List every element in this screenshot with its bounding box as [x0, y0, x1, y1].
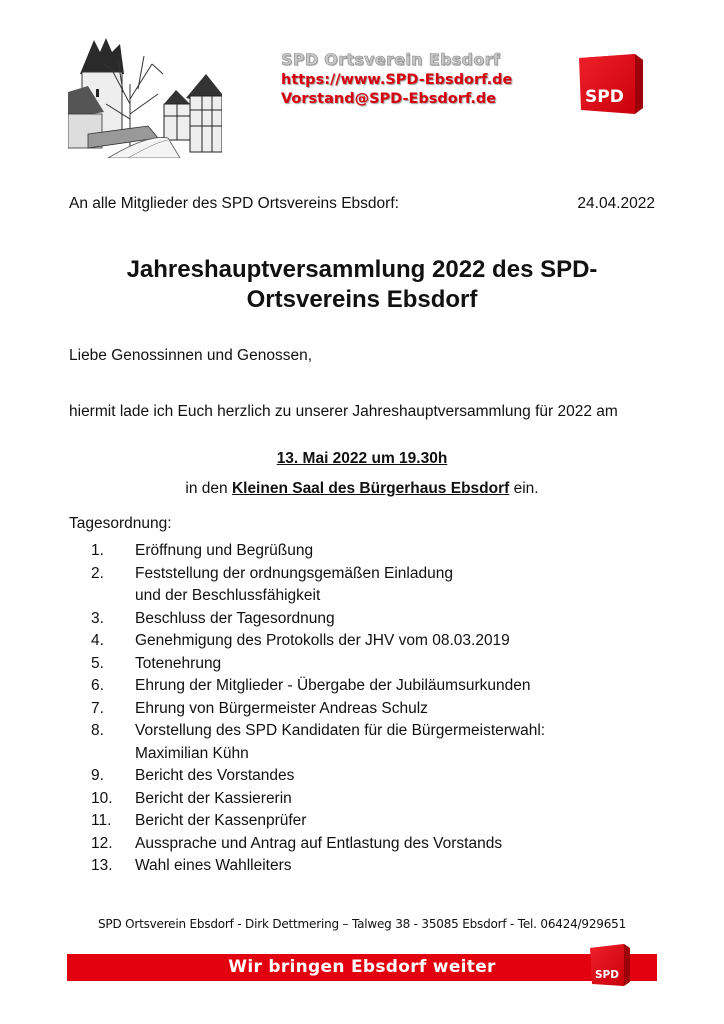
agenda-item-number: 13. — [91, 857, 113, 874]
agenda-item — [91, 608, 691, 631]
agenda-item-number: 8. — [91, 722, 104, 739]
title-line-1: Jahreshauptversammlung 2022 des SPD- — [126, 256, 598, 283]
agenda-item-text: Eröffnung und Begrüßung — [135, 542, 314, 559]
agenda-item — [91, 765, 691, 788]
agenda-item — [91, 698, 691, 721]
agenda-item-text: Bericht des Vorstandes — [135, 767, 295, 784]
org-name-heading: SPD Ortsverein Ebsdorf — [281, 50, 501, 69]
addressee-line: An alle Mitglieder des SPD Ortsvereins Ebsdorf: — [69, 195, 399, 212]
agenda-item-text: Maximilian Kühn — [135, 744, 249, 762]
agenda-heading: Tagesordnung: — [69, 515, 172, 532]
agenda-item-number — [91, 743, 135, 766]
agenda-item — [91, 653, 691, 676]
agenda-item-text: Wahl eines Wahlleiters — [135, 857, 292, 874]
spd-footer-logo-icon — [588, 942, 632, 988]
agenda-item-text: Beschluss der Tagesordnung — [135, 609, 335, 627]
agenda-item-text: Totenehrung — [135, 654, 222, 672]
agenda-item-text: Bericht der Kassiererin — [135, 789, 292, 807]
agenda-item-number: 11. — [91, 812, 112, 829]
spd-logo-text: SPD — [585, 87, 624, 107]
agenda-item — [91, 743, 691, 766]
agenda-item — [91, 855, 691, 878]
spd-footer-logo-text: SPD — [595, 969, 619, 981]
venue-line — [0, 480, 724, 498]
agenda-item-text: Genehmigung des Protokolls der JHV vom 08.03.2019 — [135, 632, 510, 649]
agenda-item — [91, 720, 691, 743]
agenda-item-text: Bericht der Kassenprüfer — [135, 812, 307, 829]
village-church-sketch-image — [68, 34, 222, 158]
agenda-item-number: 6. — [91, 677, 104, 694]
document-title — [0, 255, 724, 315]
agenda-item-number: 5. — [91, 654, 104, 672]
agenda-item — [91, 585, 691, 608]
meeting-datetime: 13. Mai 2022 um 19.30h — [276, 450, 448, 467]
title-line-2: Ortsvereins Ebsdorf — [246, 286, 478, 313]
agenda-item — [91, 788, 691, 811]
letter-date: 24.04.2022 — [577, 195, 655, 212]
agenda-item — [91, 810, 691, 833]
agenda-item-text: Ehrung von Bürgermeister Andreas Schulz — [135, 699, 428, 717]
venue-prefix: in den — [185, 480, 228, 497]
agenda-item-number: 9. — [91, 767, 104, 784]
footer-contact: SPD Ortsverein Ebsdorf - Dirk Dettmering – Talweg 38 - 35085 Ebsdorf - Tel. 06424/929651 — [97, 917, 627, 931]
agenda-list — [91, 540, 691, 878]
salutation: Liebe Genossinnen und Genossen, — [69, 347, 313, 364]
agenda-item-number: 1. — [91, 542, 104, 559]
venue-suffix: ein. — [513, 480, 539, 497]
agenda-item-number: 10. — [91, 789, 113, 807]
agenda-item — [91, 563, 691, 586]
agenda-item-number: 4. — [91, 632, 104, 649]
agenda-item-text: Aussprache und Antrag auf Entlastung des Vorstands — [135, 834, 503, 852]
agenda-item-number: 3. — [91, 609, 104, 627]
agenda-item-number: 2. — [91, 564, 104, 582]
agenda-item-text: Vorstellung des SPD Kandidaten für die Bürgermeisterwahl: — [135, 722, 546, 739]
agenda-item-text: Feststellung der ordnungsgemäßen Einladung — [135, 564, 453, 582]
agenda-item-number — [91, 585, 135, 608]
agenda-item-text: Ehrung der Mitglieder - Übergabe der Jubiläumsurkunden — [135, 677, 531, 694]
invitation-text: hiermit lade ich Euch herzlich zu unserer Jahreshauptversammlung für 2022 am — [69, 403, 618, 420]
website-link[interactable]: https://www.SPD-Ebsdorf.de — [281, 72, 513, 88]
agenda-item — [91, 630, 691, 653]
agenda-item — [91, 675, 691, 698]
email-link[interactable]: Vorstand@SPD-Ebsdorf.de — [281, 91, 497, 107]
slogan-text: Wir bringen Ebsdorf weiter — [228, 957, 496, 977]
spd-logo-icon — [573, 50, 649, 116]
agenda-item-number: 7. — [91, 699, 104, 717]
agenda-item — [91, 833, 691, 856]
agenda-item — [91, 540, 691, 563]
agenda-item-text: und der Beschlussfähigkeit — [135, 587, 321, 604]
venue-name: Kleinen Saal des Bürgerhaus Ebsdorf — [231, 480, 510, 497]
agenda-item-number: 12. — [91, 834, 113, 852]
